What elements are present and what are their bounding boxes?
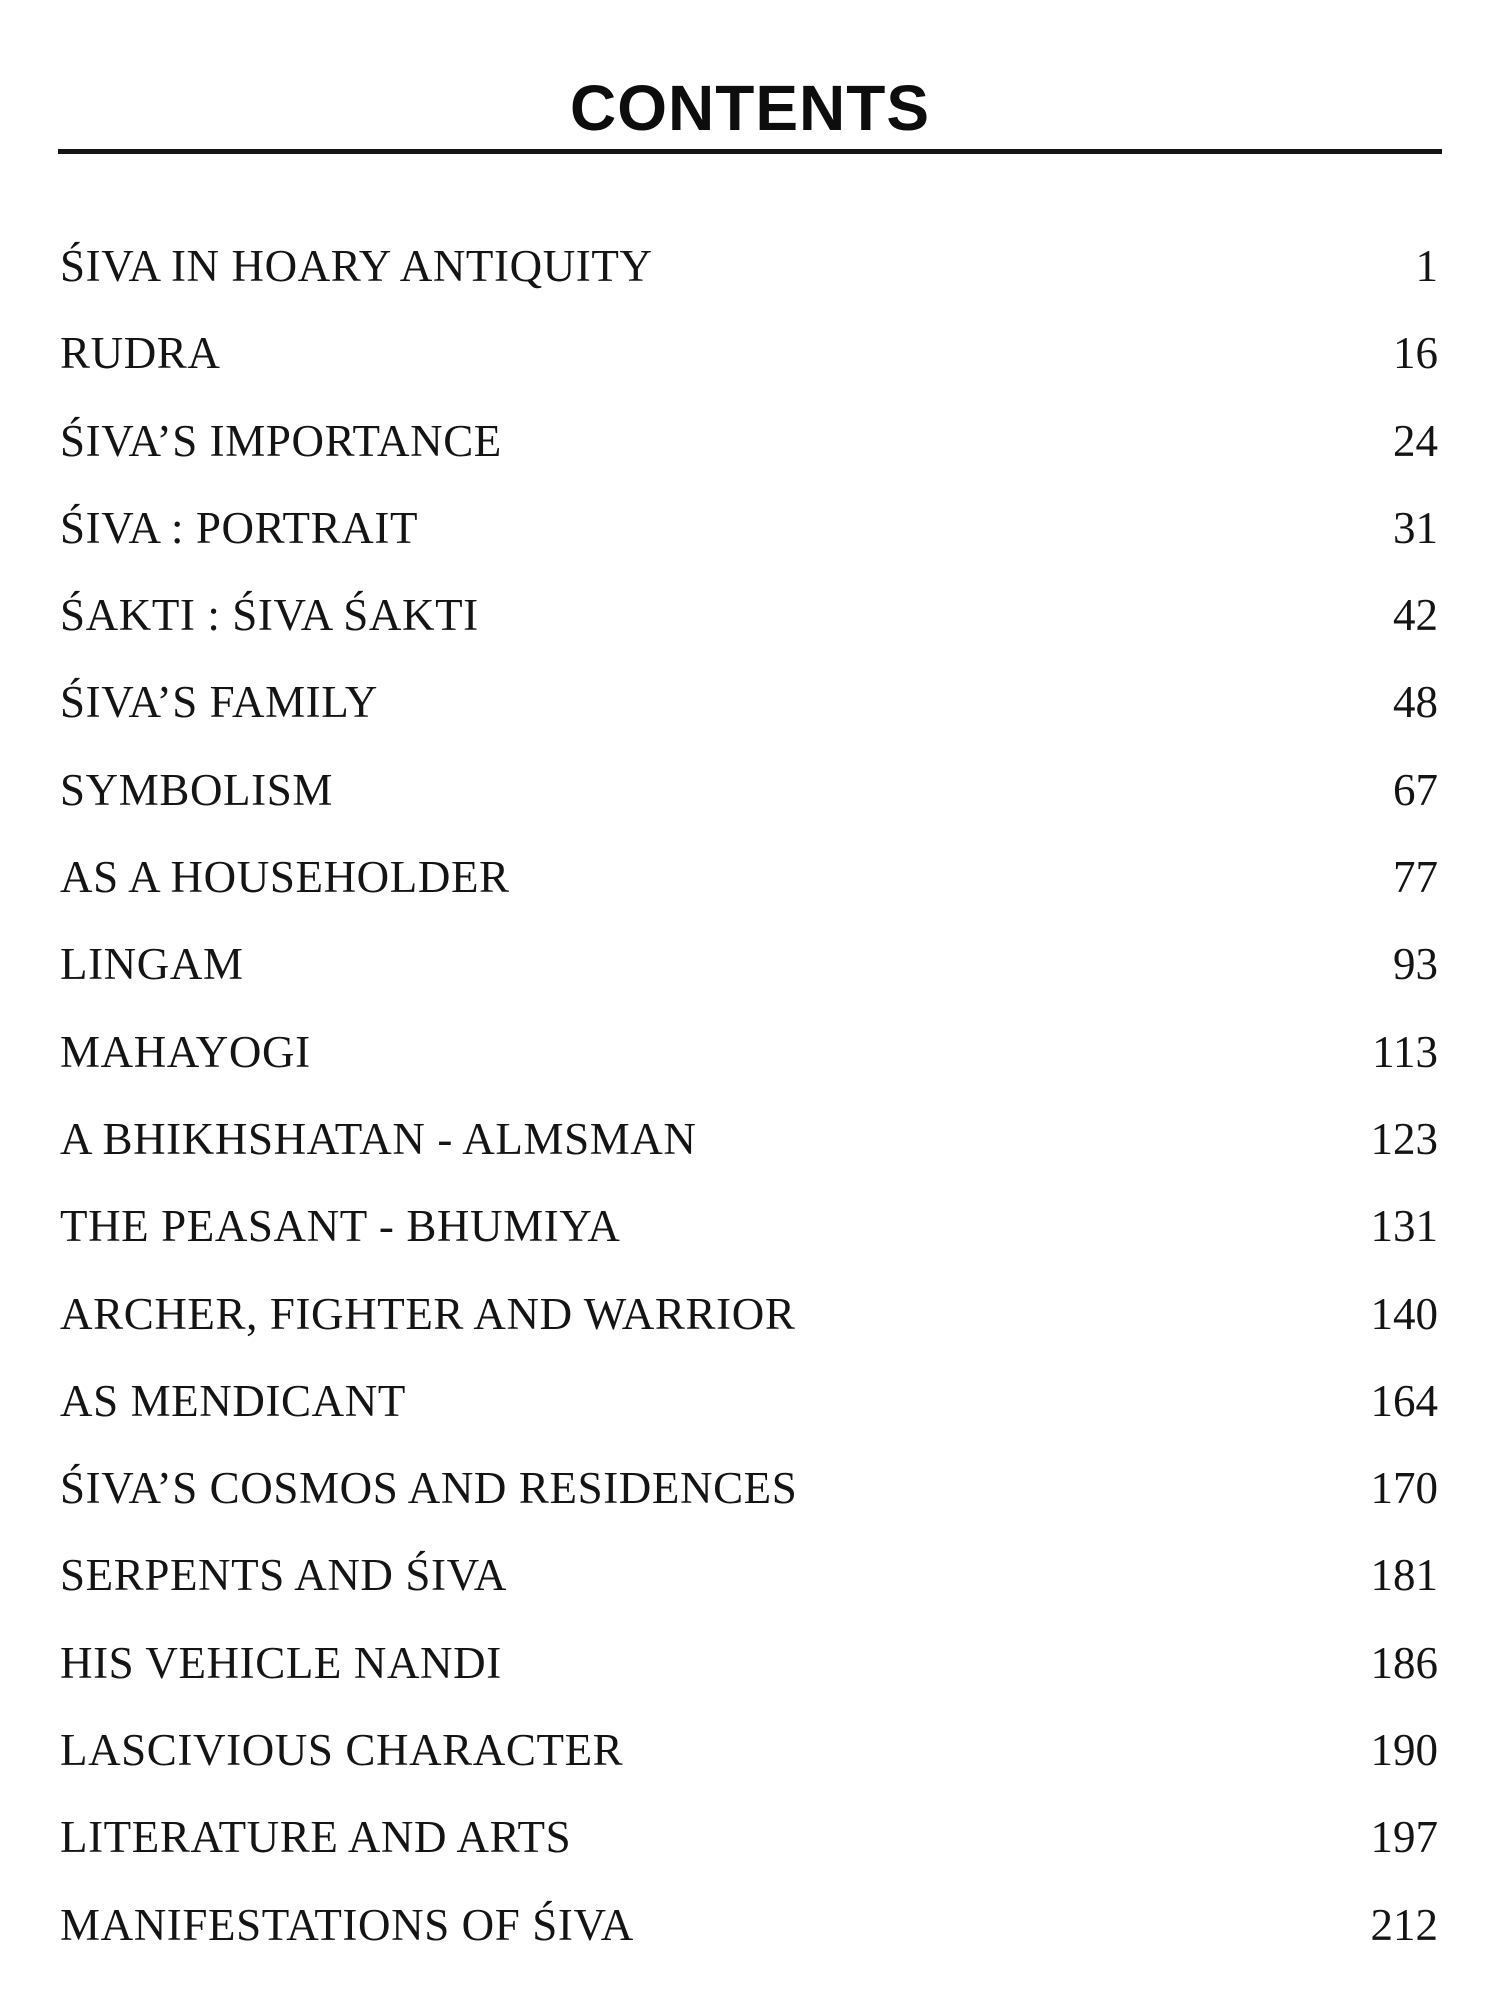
toc-entry[interactable] — [60, 323, 1438, 410]
title-divider — [58, 149, 1442, 154]
toc-entry[interactable] — [60, 411, 1438, 498]
toc-entry[interactable] — [60, 1109, 1438, 1196]
toc-entry[interactable] — [60, 1895, 1438, 1982]
toc-entry-title: ŚIVA IN HOARY ANTIQUITY — [60, 241, 653, 291]
toc-entry[interactable] — [60, 236, 1438, 323]
toc-entry-page-number: 123 — [1370, 1113, 1438, 1164]
toc-entry-title: HIS VEHICLE NANDI — [60, 1637, 502, 1688]
toc-entry-title: THE PEASANT - BHUMIYA — [60, 1201, 621, 1252]
toc-entry-title: LITERATURE AND ARTS — [60, 1812, 572, 1863]
toc-entry-page-number: 1 — [1415, 241, 1438, 291]
toc-entry-page-number: 140 — [1370, 1288, 1438, 1339]
toc-entry[interactable] — [60, 847, 1438, 934]
toc-entry-title: ŚIVA’S IMPORTANCE — [60, 415, 502, 466]
toc-entry-title: MANIFESTATIONS OF ŚIVA — [60, 1899, 634, 1950]
toc-entry-page-number: 186 — [1370, 1637, 1438, 1688]
toc-entry-page-number: 197 — [1370, 1812, 1438, 1863]
toc-entry-title: SYMBOLISM — [60, 764, 333, 815]
toc-entry[interactable] — [60, 760, 1438, 847]
toc-entry-title: ŚIVA’S FAMILY — [60, 677, 378, 728]
toc-entry[interactable] — [60, 672, 1438, 759]
toc-entry[interactable] — [60, 585, 1438, 672]
toc-entry-title: ŚAKTI : ŚIVA ŚAKTI — [60, 590, 479, 641]
toc-entry[interactable] — [60, 1284, 1438, 1371]
toc-entry-page-number: 42 — [1393, 590, 1438, 641]
toc-entry-title: ŚIVA’S COSMOS AND RESIDENCES — [60, 1463, 798, 1514]
toc-entry-page-number: 190 — [1370, 1725, 1438, 1776]
toc-entry-page-number: 212 — [1370, 1899, 1438, 1950]
toc-entry-page-number: 67 — [1393, 764, 1438, 815]
toc-entry[interactable] — [60, 1458, 1438, 1545]
toc-entry-page-number: 170 — [1370, 1463, 1438, 1514]
toc-entry[interactable] — [60, 934, 1438, 1021]
toc-entry[interactable] — [60, 1807, 1438, 1894]
toc-entry-title: MAHAYOGI — [60, 1026, 311, 1077]
toc-entry[interactable] — [60, 1196, 1438, 1283]
table-of-contents — [60, 236, 1438, 1982]
toc-entry-title: ŚIVA : PORTRAIT — [60, 502, 419, 553]
toc-entry-title: ARCHER, FIGHTER AND WARRIOR — [60, 1288, 796, 1339]
toc-entry[interactable] — [60, 1720, 1438, 1807]
toc-entry-page-number: 164 — [1370, 1375, 1438, 1426]
toc-entry[interactable] — [60, 1633, 1438, 1720]
page-title: CONTENTS — [570, 72, 930, 144]
toc-entry-page-number: 131 — [1370, 1201, 1438, 1252]
toc-entry-page-number: 93 — [1393, 939, 1438, 990]
toc-entry-title: AS A HOUSEHOLDER — [60, 852, 510, 903]
toc-entry-title: LINGAM — [60, 939, 244, 990]
toc-entry-page-number: 113 — [1372, 1026, 1438, 1077]
toc-entry-page-number: 16 — [1393, 328, 1438, 379]
toc-entry-title: AS MENDICANT — [60, 1375, 406, 1426]
toc-entry-title: SERPENTS AND ŚIVA — [60, 1550, 507, 1601]
toc-entry[interactable] — [60, 498, 1438, 585]
toc-entry-page-number: 31 — [1393, 502, 1438, 553]
toc-entry[interactable] — [60, 1545, 1438, 1632]
toc-entry-page-number: 77 — [1393, 852, 1438, 903]
toc-entry[interactable] — [60, 1022, 1438, 1109]
toc-entry-page-number: 181 — [1370, 1550, 1438, 1601]
toc-entry-page-number: 24 — [1393, 415, 1438, 466]
toc-entry[interactable] — [60, 1371, 1438, 1458]
toc-entry-title: RUDRA — [60, 328, 221, 379]
toc-entry-title: LASCIVIOUS CHARACTER — [60, 1725, 624, 1776]
toc-entry-page-number: 48 — [1393, 677, 1438, 728]
toc-entry-title: A BHIKHSHATAN - ALMSMAN — [60, 1113, 697, 1164]
